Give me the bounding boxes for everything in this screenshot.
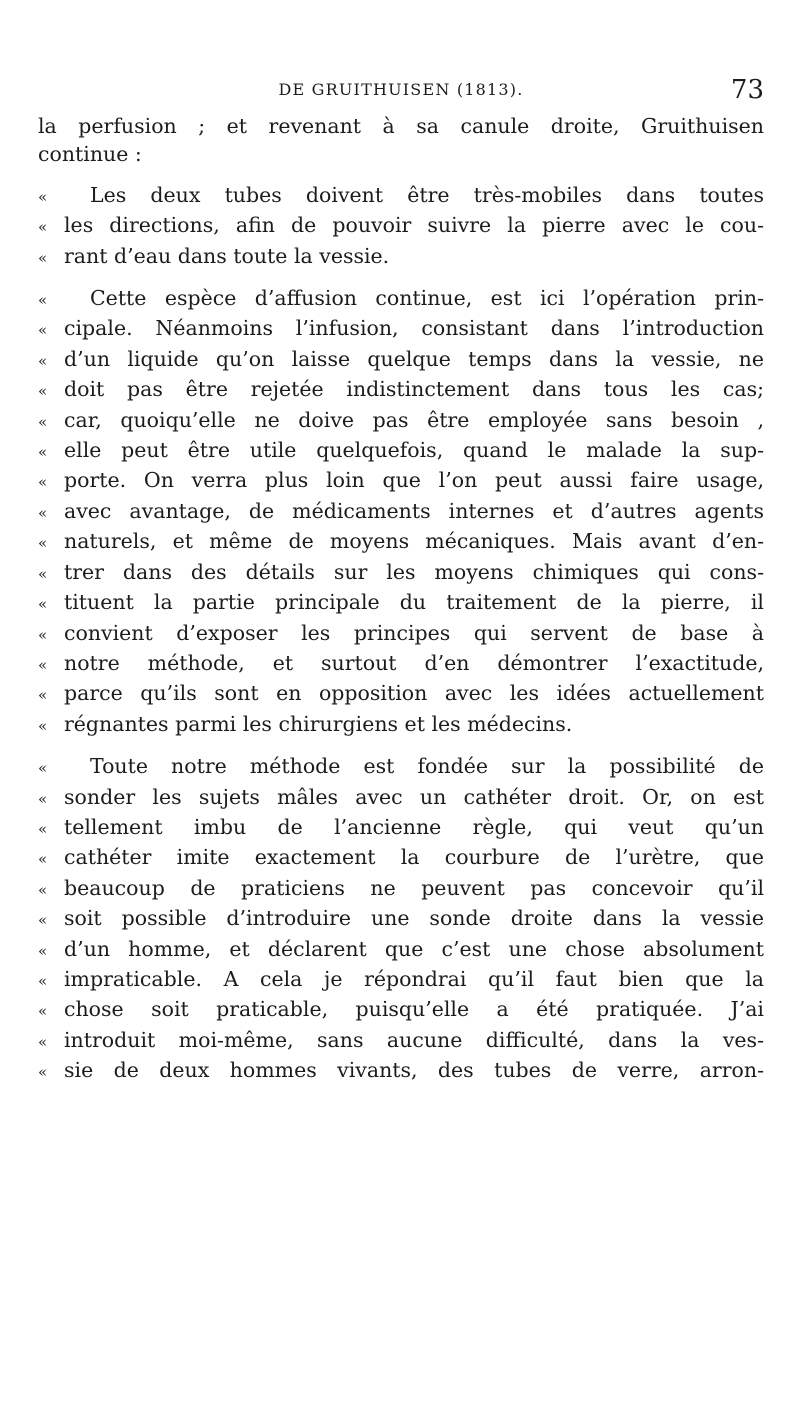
text-line: [38, 935, 764, 965]
quote-mark: «: [38, 819, 48, 838]
quote-mark: «: [38, 382, 48, 401]
line-text: trer dans des détails sur les moyens chimiques qui cons-: [64, 559, 764, 584]
quote-mark: «: [38, 412, 48, 431]
text-line: [38, 710, 764, 740]
text-line: [38, 558, 764, 588]
line-text: Les deux tubes doivent être très-mobiles dans toutes: [90, 182, 764, 207]
quote-mark: «: [38, 564, 48, 583]
line-text: Cette espèce d’affusion continue, est ici l’opération prin-: [90, 286, 764, 311]
line-text: naturels, et même de moyens mécaniques. Mais avant d’en-: [64, 529, 764, 554]
quote-mark: «: [38, 716, 48, 735]
text-line: [38, 527, 764, 557]
line-text: doit pas être rejetée indistinctement dans tous les cas;: [64, 377, 764, 402]
quote-mark: «: [38, 503, 48, 522]
quote-mark: «: [38, 759, 48, 778]
line-text: sonder les sujets mâles avec un cathéter droit. Or, on est: [64, 784, 764, 809]
quote-mark: «: [38, 321, 48, 340]
text-line: [38, 588, 764, 618]
line-text: Toute notre méthode est fondée sur la possibilité de: [90, 754, 764, 779]
text-line: [38, 1026, 764, 1056]
text-line: [38, 783, 764, 813]
text-line: [38, 436, 764, 466]
line-text: beaucoup de praticiens ne peuvent pas concevoir qu’il: [64, 875, 764, 900]
quote-mark: «: [38, 850, 48, 869]
quote-mark: «: [38, 1063, 48, 1082]
line-text: rant d’eau dans toute la vessie.: [64, 243, 390, 268]
text-line: [38, 679, 764, 709]
quote-mark: «: [38, 971, 48, 990]
text-line: [38, 843, 764, 873]
line-text: chose soit praticable, puisqu’elle a été pratiquée. J’ai: [64, 997, 764, 1022]
line-text: porte. On verra plus loin que l’on peut aussi faire usage,: [64, 468, 764, 493]
line-text: la perfusion ; et revenant à sa canule droite, Gruithuisen: [38, 114, 764, 138]
text-line: [38, 375, 764, 405]
quote-mark: «: [38, 291, 48, 310]
text-line: [38, 874, 764, 904]
text-line: [38, 649, 764, 679]
line-text: convient d’exposer les principes qui servent de base à: [64, 620, 764, 645]
line-text: continue :: [38, 142, 142, 167]
line-text: tellement imbu de l’ancienne règle, qui veut qu’un: [64, 814, 764, 839]
text-line: [38, 752, 764, 782]
quote-mark: «: [38, 941, 48, 960]
text-line: [38, 284, 764, 314]
text-line: [38, 314, 764, 344]
paragraph: [38, 752, 764, 1086]
line-text: tituent la partie principale du traitement de la pierre, il: [64, 590, 764, 615]
text-line: [38, 813, 764, 843]
quote-mark: «: [38, 911, 48, 930]
quote-mark: «: [38, 473, 48, 492]
quote-mark: «: [38, 625, 48, 644]
line-text: avec avantage, de médicaments internes et d’autres agents: [64, 498, 764, 523]
quote-mark: «: [38, 187, 48, 206]
line-text: introduit moi-même, sans aucune difficulté, dans la ves-: [64, 1027, 764, 1052]
page-header: [38, 70, 764, 110]
text-line: [38, 466, 764, 496]
paragraph: [38, 284, 764, 740]
quote-mark: «: [38, 534, 48, 553]
quote-mark: «: [38, 1032, 48, 1051]
paragraph: [38, 112, 764, 169]
text-line: [38, 140, 764, 168]
text-line: [38, 995, 764, 1025]
quote-mark: «: [38, 686, 48, 705]
line-text: cipale. Néanmoins l’infusion, consistant dans l’introduction: [64, 316, 764, 341]
text-line: [38, 1056, 764, 1086]
quote-mark: «: [38, 655, 48, 674]
text-line: [38, 904, 764, 934]
text-line: [38, 497, 764, 527]
paragraph: [38, 181, 764, 272]
text-line: [38, 406, 764, 436]
line-text: notre méthode, et surtout d’en démontrer l’exactitude,: [64, 650, 764, 675]
quote-mark: «: [38, 218, 48, 237]
line-text: régnantes parmi les chirurgiens et les médecins.: [64, 711, 573, 736]
line-text: impraticable. A cela je répondrai qu’il faut bien que la: [64, 966, 764, 991]
text-line: [38, 965, 764, 995]
line-text: car, quoiqu’elle ne doive pas être employée sans besoin ,: [64, 407, 764, 432]
line-text: les directions, afin de pouvoir suivre la pierre avec le cou-: [64, 213, 764, 238]
running-title: DE GRUITHUISEN (1813).: [278, 80, 524, 99]
quote-mark: «: [38, 248, 48, 267]
quote-mark: «: [38, 880, 48, 899]
body-text: [38, 112, 764, 1099]
quote-mark: «: [38, 789, 48, 808]
line-text: elle peut être utile quelquefois, quand le malade la sup-: [64, 438, 764, 463]
line-text: soit possible d’introduire une sonde droite dans la vessie: [64, 906, 764, 931]
line-text: d’un homme, et déclarent que c’est une chose absolument: [64, 936, 764, 961]
page-number: 73: [730, 75, 764, 105]
text-line: [38, 181, 764, 211]
line-text: cathéter imite exactement la courbure de l’urètre, que: [64, 845, 764, 870]
quote-mark: «: [38, 1002, 48, 1021]
text-line: [38, 242, 764, 272]
text-line: [38, 345, 764, 375]
text-line: [38, 112, 764, 140]
line-text: parce qu’ils sont en opposition avec les idées actuellement: [64, 681, 764, 706]
line-text: d’un liquide qu’on laisse quelque temps dans la vessie, ne: [64, 346, 764, 371]
text-line: [38, 619, 764, 649]
line-text: sie de deux hommes vivants, des tubes de verre, arron-: [64, 1058, 764, 1083]
quote-mark: «: [38, 443, 48, 462]
text-line: [38, 211, 764, 241]
quote-mark: «: [38, 595, 48, 614]
quote-mark: «: [38, 351, 48, 370]
